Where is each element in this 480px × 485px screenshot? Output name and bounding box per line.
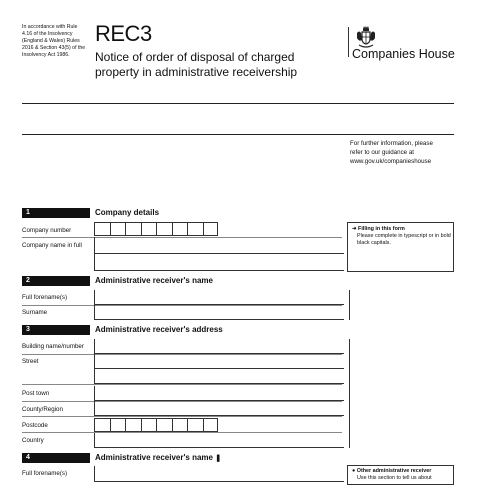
section-header-receiver-name-2 [22, 453, 454, 463]
note-title [352, 468, 431, 474]
street-field-1[interactable] [94, 354, 344, 369]
company-name-field-1[interactable] [94, 237, 344, 254]
company-name-field-2[interactable] [94, 254, 344, 271]
section-number: 1 [22, 208, 90, 218]
building-field[interactable] [94, 339, 344, 354]
section-header-company-details [22, 208, 454, 218]
company-number-label: Company number [22, 227, 72, 234]
surname-label: Surname [22, 309, 48, 316]
info-line: refer to our guidance at [350, 149, 414, 156]
info-line: For further information, please [350, 140, 433, 147]
country-label: Country [22, 437, 44, 444]
info-line: www.gov.uk/companieshouse [350, 158, 432, 165]
royal-crest-icon [356, 26, 376, 48]
section-number: 4 [22, 453, 90, 463]
company-name-label: Company name in full [22, 242, 82, 249]
row-divider [22, 416, 342, 417]
section-number: 2 [22, 276, 90, 286]
section-header-receiver-name [22, 276, 454, 286]
brand-divider [348, 27, 349, 57]
form-code: REC3 [95, 21, 152, 46]
further-info [350, 139, 454, 166]
section-title: Company details [95, 208, 160, 217]
info-bullet-icon: ● [352, 468, 356, 474]
form-title: Notice of order of disposal of charged property in administrative receivership [95, 50, 298, 79]
filling-in-note [347, 222, 454, 272]
note-title-text: Filling in this form [358, 226, 405, 232]
post-town-field[interactable] [94, 386, 344, 401]
section-title-text: Administrative receiver's name [95, 453, 213, 462]
note-body: Use this section to tell us about [357, 474, 432, 481]
forenames-label: Full forename(s) [22, 294, 68, 301]
forenames-field[interactable] [94, 290, 344, 305]
section-title: Administrative receiver's name [95, 276, 213, 285]
other-receiver-note [347, 465, 454, 485]
street-label: Street [22, 358, 39, 365]
note-title-text: Other administrative receiver [356, 468, 432, 474]
post-town-label: Post town [22, 390, 50, 397]
postcode-label: Postcode [22, 422, 48, 429]
note-title [352, 226, 405, 232]
section-number: 3 [22, 325, 90, 335]
county-field[interactable] [94, 401, 344, 416]
arrow-icon: ➜ [352, 226, 357, 232]
brand-name: Companies House [352, 47, 455, 61]
side-divider [349, 339, 350, 448]
forenames-label-2: Full forename(s) [22, 470, 68, 477]
section-header-receiver-address [22, 325, 454, 335]
section-title: Administrative receiver's address [95, 325, 223, 334]
surname-field[interactable] [94, 305, 344, 320]
country-field[interactable] [94, 433, 344, 448]
postcode-input[interactable] [94, 418, 218, 432]
header-rule [22, 134, 454, 135]
header-rule [22, 103, 454, 104]
company-number-input[interactable] [94, 222, 218, 236]
building-label: Building name/number [22, 343, 84, 350]
side-divider [349, 290, 350, 320]
note-body: Please complete in typescript or in bold black capitals. [357, 232, 451, 246]
legal-basis-text: In accordance with Rule 4.16 of the Insolvency (England & Wales) Rules 2016 & Section 43(5) of the Insolvency Act 1986. [22, 24, 86, 58]
section-title [95, 453, 221, 464]
county-label: County/Region [22, 406, 63, 413]
row-divider [22, 384, 342, 385]
info-bullet-icon: ❚ [215, 455, 222, 462]
street-field-2[interactable] [94, 369, 344, 384]
